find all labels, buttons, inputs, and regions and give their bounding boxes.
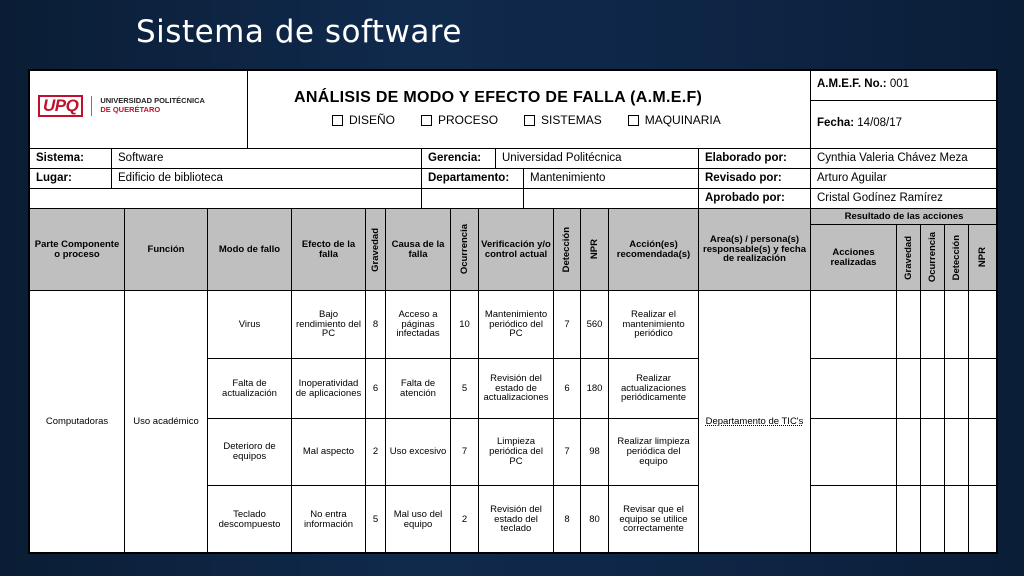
gerencia-label: Gerencia:: [422, 149, 496, 169]
row1-accion: Realizar el mantenimiento periódico: [609, 291, 699, 359]
row4-verificacion: Revisión del estado del teclado: [479, 486, 554, 554]
area-cell: Departamento de TIC's: [699, 291, 811, 554]
result-cell: [969, 359, 998, 419]
option-diseno[interactable]: DISEÑO: [332, 113, 395, 127]
logo-line1: UNIVERSIDAD POLITÉCNICA: [100, 96, 205, 106]
slide-title: Sistema de software: [136, 14, 462, 50]
row3-efecto: Mal aspecto: [292, 419, 366, 486]
result-cell: [921, 359, 945, 419]
checkbox-icon: [628, 115, 639, 126]
fecha-value: 14/08/17: [857, 117, 903, 129]
revisado-value: Arturo Aguilar: [811, 169, 998, 189]
header-acciones-realizadas: Acciones realizadas: [811, 225, 897, 291]
departamento-value: Mantenimiento: [524, 169, 699, 189]
header-funcion: Función: [125, 209, 208, 291]
row2-verificacion: Revisión del estado de actualizaciones: [479, 359, 554, 419]
result-cell: [811, 291, 897, 359]
header-modo: Modo de fallo: [208, 209, 292, 291]
gerencia-value: Universidad Politécnica: [496, 149, 699, 169]
header-resultado: Resultado de las acciones: [811, 209, 998, 225]
header-r-deteccion: Detección: [945, 225, 969, 291]
option-maquinaria[interactable]: MAQUINARIA: [628, 113, 721, 127]
result-cell: [969, 419, 998, 486]
row4-accion: Revisar que el equipo se utilice correctamente: [609, 486, 699, 554]
row2-causa: Falta de atención: [386, 359, 451, 419]
row1-efecto: Bajo rendimiento del PC: [292, 291, 366, 359]
row4-deteccion: 8: [554, 486, 581, 554]
sistema-value: Software: [112, 149, 422, 169]
header-r-gravedad: Gravedad: [897, 225, 921, 291]
row1-gravedad: 8: [366, 291, 386, 359]
row4-npr: 80: [581, 486, 609, 554]
result-cell: [897, 291, 921, 359]
departamento-label: Departamento:: [422, 169, 524, 189]
funcion-cell: Uso académico: [125, 291, 208, 554]
row3-ocurrencia: 7: [451, 419, 479, 486]
result-cell: [921, 291, 945, 359]
result-cell: [969, 291, 998, 359]
row4-causa: Mal uso del equipo: [386, 486, 451, 554]
blank-cell: [524, 189, 699, 209]
header-efecto: Efecto de la falla: [292, 209, 366, 291]
row3-gravedad: 2: [366, 419, 386, 486]
aprobado-value: Cristal Godínez Ramírez: [811, 189, 998, 209]
row3-verificacion: Limpieza periódica del PC: [479, 419, 554, 486]
amef-no-value: 001: [889, 78, 910, 90]
header-area: Area(s) / persona(s) responsable(s) y fecha de realización: [699, 209, 811, 291]
header-npr: NPR: [581, 209, 609, 291]
row2-modo: Falta de actualización: [208, 359, 292, 419]
row4-modo: Teclado descompuesto: [208, 486, 292, 554]
elaborado-label: Elaborado por:: [699, 149, 811, 169]
result-cell: [969, 486, 998, 554]
blank-cell: [30, 189, 422, 209]
row2-gravedad: 6: [366, 359, 386, 419]
revisado-label: Revisado por:: [699, 169, 811, 189]
type-options: [332, 113, 747, 127]
header-causa: Causa de la falla: [386, 209, 451, 291]
row2-accion: Realizar actualizaciones periódicamente: [609, 359, 699, 419]
row1-modo: Virus: [208, 291, 292, 359]
header-accion: Acción(es) recomendada(s): [609, 209, 699, 291]
header-parte: Parte Componente o proceso: [30, 209, 125, 291]
aprobado-label: Aprobado por:: [699, 189, 811, 209]
checkbox-icon: [332, 115, 343, 126]
row1-deteccion: 7: [554, 291, 581, 359]
header-r-npr: NPR: [969, 225, 998, 291]
row3-accion: Realizar limpieza periódica del equipo: [609, 419, 699, 486]
fecha-cell: Fecha: 14/08/17: [811, 101, 998, 149]
result-cell: [897, 419, 921, 486]
result-cell: [811, 419, 897, 486]
header-r-ocurrencia: Ocurrencia: [921, 225, 945, 291]
row3-deteccion: 7: [554, 419, 581, 486]
row1-npr: 560: [581, 291, 609, 359]
blank-cell: [422, 189, 524, 209]
row1-causa: Acceso a páginas infectadas: [386, 291, 451, 359]
result-cell: [945, 291, 969, 359]
result-cell: [945, 486, 969, 554]
result-cell: [811, 486, 897, 554]
row2-npr: 180: [581, 359, 609, 419]
result-cell: [921, 486, 945, 554]
sistema-label: Sistema:: [30, 149, 112, 169]
header-ocurrencia: Ocurrencia: [451, 209, 479, 291]
logo-mark: UPQ: [38, 95, 83, 117]
row3-npr: 98: [581, 419, 609, 486]
lugar-value: Edificio de biblioteca: [112, 169, 422, 189]
row4-gravedad: 5: [366, 486, 386, 554]
result-cell: [897, 486, 921, 554]
result-cell: [897, 359, 921, 419]
amef-no-cell: A.M.E.F. No.: 001: [811, 71, 998, 101]
header-gravedad: Gravedad: [366, 209, 386, 291]
result-cell: [811, 359, 897, 419]
row4-efecto: No entra información: [292, 486, 366, 554]
option-sistemas[interactable]: SISTEMAS: [524, 113, 602, 127]
checkbox-icon: [524, 115, 535, 126]
header-verificacion: Verificación y/o control actual: [479, 209, 554, 291]
upq-logo: [38, 95, 205, 117]
row4-ocurrencia: 2: [451, 486, 479, 554]
row3-causa: Uso excesivo: [386, 419, 451, 486]
lugar-label: Lugar:: [30, 169, 112, 189]
checkbox-icon: [421, 115, 432, 126]
row2-deteccion: 6: [554, 359, 581, 419]
amef-document: [28, 69, 998, 554]
elaborado-value: Cynthia Valeria Chávez Meza: [811, 149, 998, 169]
logo-line2: DE QUERÉTARO: [100, 105, 161, 114]
row1-ocurrencia: 10: [451, 291, 479, 359]
result-cell: [921, 419, 945, 486]
row3-modo: Deterioro de equipos: [208, 419, 292, 486]
parte-cell: Computadoras: [30, 291, 125, 554]
result-cell: [945, 359, 969, 419]
result-cell: [945, 419, 969, 486]
row2-ocurrencia: 5: [451, 359, 479, 419]
row1-verificacion: Mantenimiento periódico del PC: [479, 291, 554, 359]
doc-title: ANÁLISIS DE MODO Y EFECTO DE FALLA (A.M.E.F): [294, 89, 703, 106]
title-cell: [248, 71, 811, 149]
option-proceso[interactable]: PROCESO: [421, 113, 498, 127]
row2-efecto: Inoperatividad de aplicaciones: [292, 359, 366, 419]
header-deteccion: Detección: [554, 209, 581, 291]
logo-cell: [30, 71, 248, 149]
